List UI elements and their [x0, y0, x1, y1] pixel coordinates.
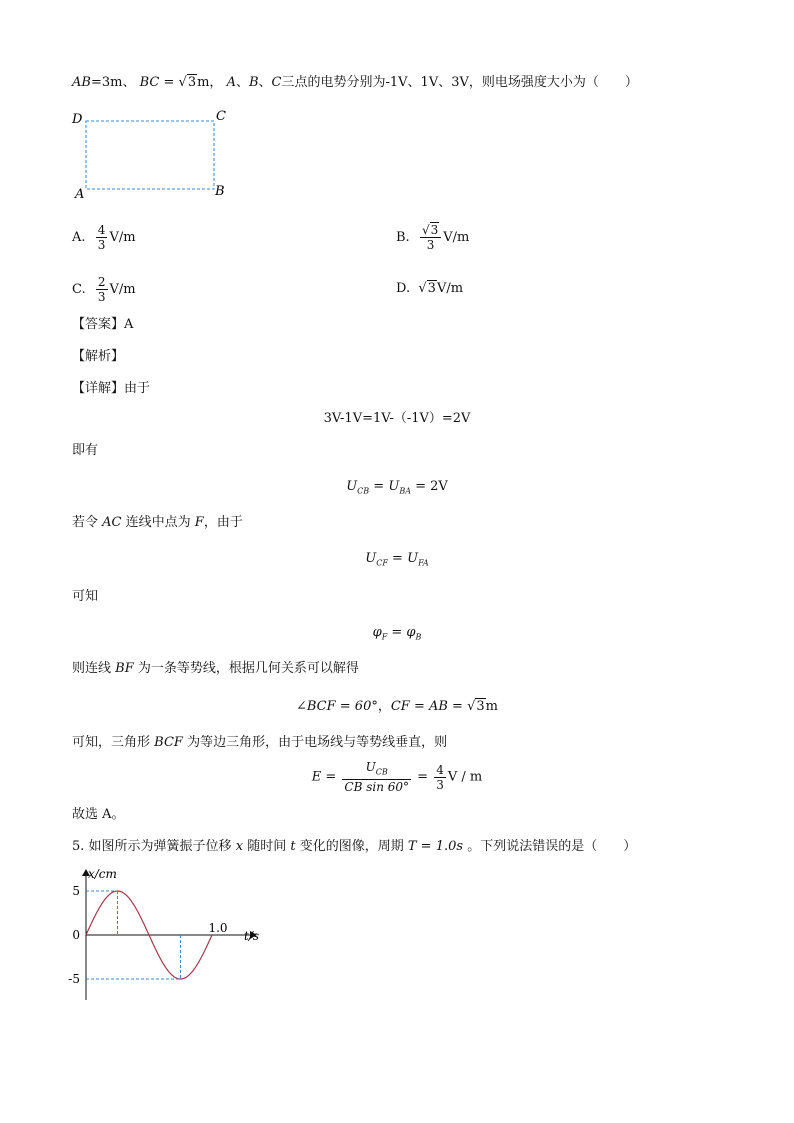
eq5-sep: ，	[377, 699, 391, 714]
eq3-u1: U	[365, 551, 377, 566]
t5-rest: 为一条等势线，根据几何关系可以解得	[137, 661, 359, 676]
vertex-d-label: D	[72, 112, 83, 127]
eq2-sub2: BA	[399, 486, 411, 496]
eq6-main-fraction	[342, 760, 411, 794]
text-jiyou: 即有	[72, 443, 99, 458]
y-tick-label: 0	[72, 928, 80, 942]
text-equipotential	[72, 660, 359, 678]
eq4-sub2: B	[415, 632, 422, 642]
eq6-result-fraction	[434, 763, 446, 792]
bc-root: 3	[187, 75, 197, 90]
analysis-label: 【解析】	[72, 349, 125, 364]
detail-label: 【详解】	[72, 381, 125, 396]
y-axis-label: x/cm	[88, 867, 117, 881]
equation-5	[0, 698, 794, 716]
option-d[interactable]	[396, 280, 463, 298]
eq6-num-u: U	[365, 760, 376, 774]
eq5-unit: m	[485, 699, 498, 714]
option-c-num: 2	[97, 275, 106, 289]
t3-pre: 若令	[72, 515, 99, 530]
eq2-eq2: = 2V	[410, 479, 448, 494]
option-d-unit: V/m	[436, 281, 464, 296]
y-tick-label: -5	[68, 972, 80, 986]
equation-3	[0, 550, 794, 573]
stem-rest: 三点的电势分别为-1V、1V、3V，则电场强度大小为（ ）	[281, 75, 638, 90]
option-c-fraction	[96, 275, 108, 304]
sqrt-symbol: √3	[178, 75, 197, 90]
eq6-result-num: 4	[436, 762, 444, 777]
vertex-a-label: A	[75, 187, 85, 202]
eq3-eq: =	[387, 551, 408, 566]
eq2-eq1: =	[369, 479, 389, 494]
q5-mid: 随时间	[247, 839, 287, 854]
option-b-label: B.	[396, 230, 410, 245]
option-c-unit: V/m	[109, 282, 136, 297]
point-c-label: C	[271, 75, 282, 90]
t3-ac: AC	[102, 515, 122, 530]
eq5-angle: ∠BCF = 60°	[295, 699, 378, 714]
equation-1: 3V-1V=1V-（-1V）=2V	[323, 411, 471, 426]
ab-value: =3m、	[90, 75, 136, 90]
q5-t: t	[290, 839, 296, 854]
eq6-denominator: CB sin 60°	[344, 780, 410, 795]
answer-label: 【答案】	[72, 317, 125, 332]
equation-4	[0, 624, 794, 647]
option-b-num: 3	[430, 223, 439, 237]
option-a[interactable]	[72, 222, 136, 254]
eq6-unit: V / m	[447, 769, 483, 785]
text-kezhi: 可知	[72, 589, 99, 604]
option-d-root: 3	[427, 281, 436, 296]
detail-intro-text: 由于	[124, 381, 151, 396]
vertex-b-label: B	[215, 184, 225, 199]
x-axis-label: t/s	[244, 929, 260, 943]
option-a-fraction	[96, 223, 108, 252]
t3-end: ，由于	[203, 515, 243, 530]
option-b-unit: V/m	[443, 230, 470, 245]
eq6-eq: =	[413, 769, 433, 785]
x-tick-label: 1.0	[208, 921, 228, 935]
option-b[interactable]	[396, 222, 469, 254]
t3-mid: 连线中点为	[125, 515, 191, 530]
option-a-label: A.	[72, 230, 86, 245]
answer-line	[72, 316, 133, 334]
t5-pre: 则连线	[72, 661, 112, 676]
eq3-sub2: FA	[418, 558, 429, 568]
option-d-sqrt: √3	[418, 281, 436, 296]
eq2-u1: U	[346, 479, 358, 494]
eq3-u2: U	[407, 551, 419, 566]
question5-stem	[72, 838, 636, 856]
detail-intro	[72, 380, 150, 398]
eq2-sub1: CB	[357, 486, 370, 496]
t6-pre: 可知，三角形	[72, 735, 151, 750]
eq6-numerator	[342, 760, 411, 780]
eq3-sub1: CF	[376, 558, 388, 568]
text-midpoint	[72, 514, 243, 532]
segment-ab-label: AB	[72, 75, 91, 90]
option-c-label: C.	[72, 282, 86, 297]
option-a-unit: V/m	[109, 230, 136, 245]
eq5-root: 3	[476, 699, 485, 714]
answer-value: A	[124, 317, 134, 332]
q5-period: T = 1.0s	[407, 839, 464, 854]
eq6-num-sub: CB	[375, 767, 388, 777]
option-b-fraction	[420, 223, 441, 252]
option-b-num-root: √3	[420, 223, 441, 238]
eq4-sub1: F	[381, 632, 388, 642]
question4-stem	[72, 74, 638, 92]
q5-x: x	[235, 839, 244, 854]
option-c-den: 3	[97, 290, 106, 304]
vertex-c-label: C	[216, 109, 226, 124]
equation-6	[0, 760, 794, 795]
text-equilateral	[72, 734, 447, 752]
sep2: 、	[258, 75, 272, 90]
q5-end: 。下列说法错误的是（ ）	[467, 839, 637, 854]
text-conclusion: 故选 A。	[72, 807, 125, 822]
point-a-label: A	[226, 75, 236, 90]
equation-2	[0, 478, 794, 501]
option-b-den: 3	[426, 238, 435, 252]
eq4-phi1: φ	[372, 625, 382, 640]
q5-mid2: 变化的图像，周期	[299, 839, 404, 854]
t6-rest: 为等边三角形，由于电场线与等势线垂直，则	[187, 735, 448, 750]
rectangle-figure	[66, 104, 236, 204]
segment-bc-label: BC	[139, 75, 160, 90]
point-b-label: B	[248, 75, 259, 90]
eq5-cf: CF = AB =	[390, 699, 468, 714]
eq4-eq: =	[387, 625, 407, 640]
t5-bf: BF	[115, 661, 134, 676]
q5-pre: 如图所示为弹簧振子位移	[88, 839, 232, 854]
rectangle-abcd	[86, 121, 214, 189]
eq5-sqrt: √3	[467, 699, 485, 714]
option-d-label: D.	[396, 281, 411, 296]
question5-number: 5.	[72, 839, 85, 854]
option-c[interactable]	[72, 274, 136, 306]
y-tick-label: 5	[72, 884, 80, 898]
t6-bcf: BCF	[154, 735, 183, 750]
eq4-phi2: φ	[406, 625, 416, 640]
bc-equals: =	[159, 75, 179, 90]
oscillation-chart	[60, 862, 280, 1012]
option-a-num: 4	[97, 223, 106, 237]
option-a-den: 3	[97, 238, 106, 252]
eq2-u2: U	[388, 479, 400, 494]
t3-f: F	[194, 515, 204, 530]
eq6-result-den: 3	[436, 777, 444, 792]
eq6-e: E =	[311, 769, 341, 785]
sep1: 、	[235, 75, 249, 90]
bc-unit: m，	[197, 75, 223, 90]
